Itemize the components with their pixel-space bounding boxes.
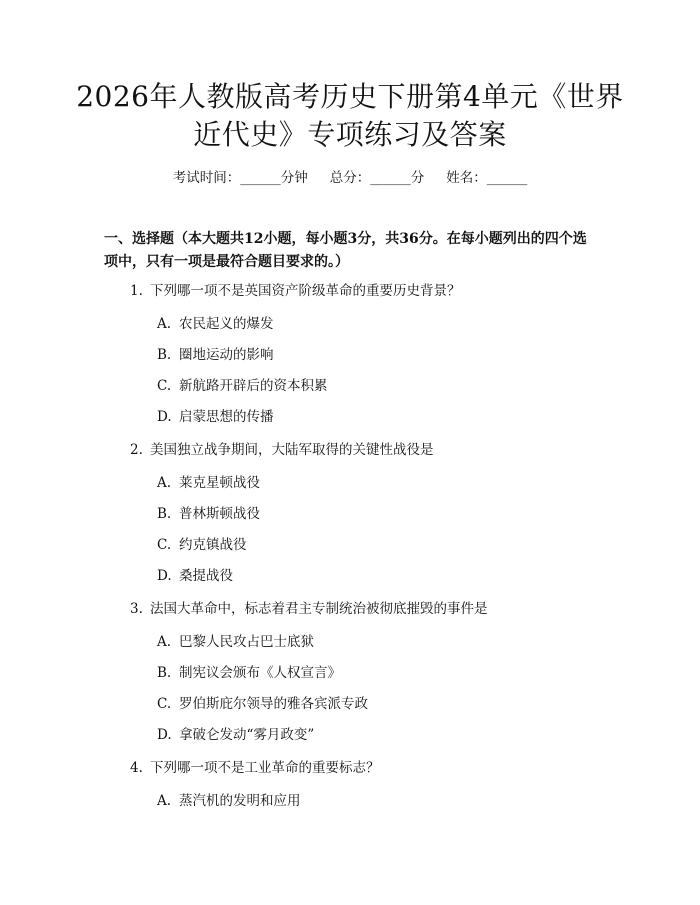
- document-title: [0, 78, 700, 154]
- question-3-option-b: [157, 663, 341, 683]
- option-letter: D.: [157, 727, 172, 743]
- question-4-option-a: [157, 791, 301, 811]
- question-number: 4.: [130, 760, 143, 776]
- question-1-option-c: [157, 376, 328, 396]
- section-heading-line-1: 一、选择题（本大题共12小题，每小题3分，共36分。在每小题列出的四个选: [104, 231, 587, 247]
- option-letter: A.: [157, 475, 172, 491]
- option-text: 拿破仑发动“雾月政变”: [179, 727, 315, 743]
- option-letter: A.: [157, 793, 172, 809]
- option-text: 巴黎人民攻占巴士底狱: [179, 634, 314, 650]
- question-2-option-b: [157, 504, 260, 524]
- option-letter: B.: [157, 506, 172, 522]
- time-label: 考试时间：: [172, 170, 241, 186]
- option-letter: C.: [157, 696, 172, 712]
- option-letter: C.: [157, 378, 172, 394]
- title-line-1: 2026年人教版高考历史下册第4单元《世界: [76, 80, 624, 113]
- question-3-option-d: [157, 725, 314, 745]
- question-4: [130, 758, 380, 778]
- section-heading: [104, 228, 604, 274]
- option-text: 农民起义的爆发: [179, 316, 274, 332]
- option-letter: D.: [157, 409, 172, 425]
- option-letter: B.: [157, 665, 172, 681]
- time-unit: 分钟: [280, 170, 308, 186]
- question-1-option-a: [157, 314, 274, 334]
- question-2-option-a: [157, 473, 260, 493]
- question-text: 下列哪一项不是英国资产阶级革命的重要历史背景？: [150, 283, 461, 299]
- name-label: 姓名：: [446, 170, 487, 186]
- question-3: [130, 599, 488, 619]
- question-text: 下列哪一项不是工业革命的重要标志？: [150, 760, 380, 776]
- option-letter: A.: [157, 634, 172, 650]
- option-text: 莱克星顿战役: [179, 475, 260, 491]
- option-text: 蒸汽机的发明和应用: [179, 793, 301, 809]
- question-2-option-d: [157, 566, 233, 586]
- question-1-option-d: [157, 407, 274, 427]
- option-text: 约克镇战役: [179, 537, 247, 553]
- question-3-option-a: [157, 632, 314, 652]
- score-blank: ______: [370, 170, 411, 186]
- question-1: [130, 281, 461, 301]
- question-number: 3.: [130, 601, 143, 617]
- name-blank: ______: [486, 170, 528, 186]
- option-text: 圈地运动的影响: [179, 347, 274, 363]
- question-1-option-b: [157, 345, 274, 365]
- score-unit: 分: [410, 170, 425, 186]
- option-text: 启蒙思想的传播: [179, 409, 274, 425]
- option-text: 制宪议会颁布《人权宣言》: [179, 665, 341, 681]
- time-blank: ______: [240, 170, 281, 186]
- option-text: 普林斯顿战役: [179, 506, 260, 522]
- title-line-2: 近代史》专项练习及答案: [193, 118, 507, 151]
- question-2: [130, 440, 434, 460]
- option-letter: D.: [157, 568, 172, 584]
- option-letter: B.: [157, 347, 172, 363]
- question-number: 2.: [130, 442, 143, 458]
- question-2-option-c: [157, 535, 247, 555]
- question-text: 法国大革命中，标志着君主专制统治被彻底摧毁的事件是: [150, 601, 488, 617]
- option-text: 新航路开辟后的资本积累: [179, 378, 328, 394]
- option-letter: C.: [157, 537, 172, 553]
- exam-info-line: [0, 168, 700, 188]
- option-letter: A.: [157, 316, 172, 332]
- option-text: 桑提战役: [179, 568, 233, 584]
- section-heading-line-2: 项中，只有一项是最符合题目要求的。）: [104, 254, 349, 270]
- score-label: 总分：: [329, 170, 371, 186]
- question-text: 美国独立战争期间，大陆军取得的关键性战役是: [150, 442, 434, 458]
- option-text: 罗伯斯庇尔领导的雅各宾派专政: [179, 696, 368, 712]
- question-number: 1.: [130, 283, 143, 299]
- question-3-option-c: [157, 694, 368, 714]
